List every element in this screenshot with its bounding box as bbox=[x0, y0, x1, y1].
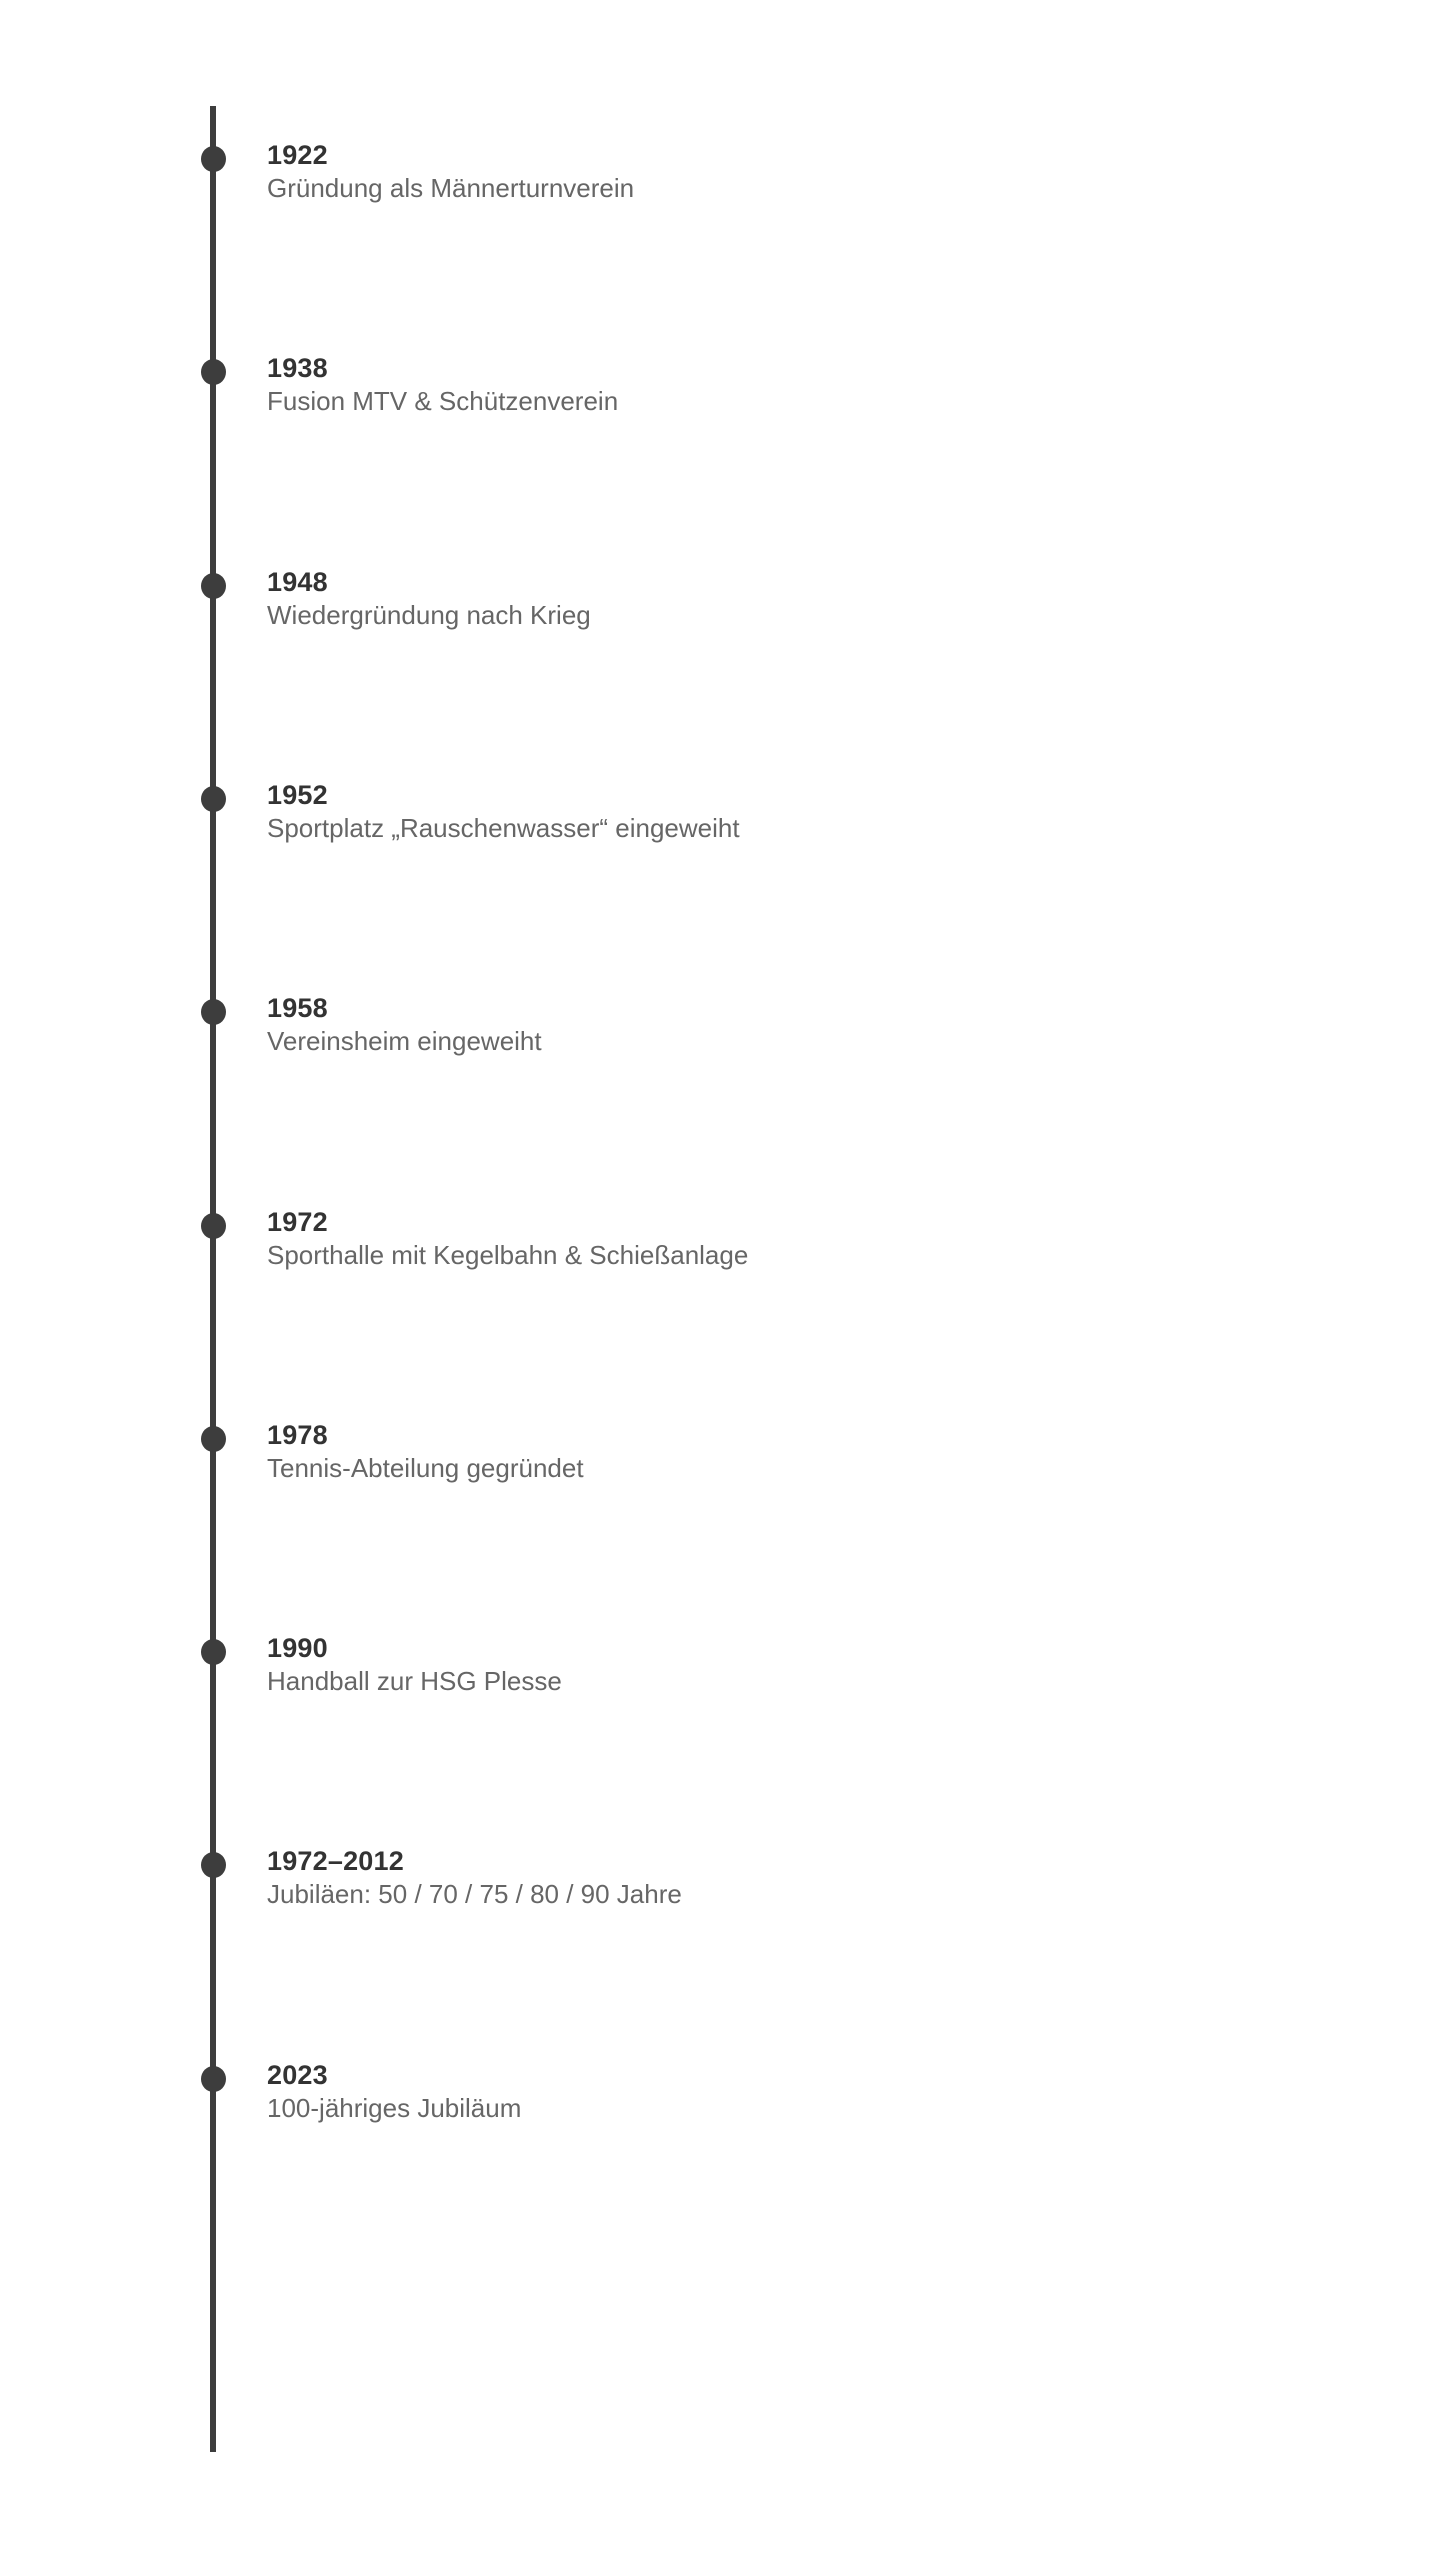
milestone-year: 1958 bbox=[267, 993, 328, 1024]
milestone-content bbox=[267, 1206, 748, 1270]
milestone-content bbox=[267, 779, 740, 843]
milestone-year: 1972 bbox=[267, 1206, 328, 1237]
milestone-description: Jubiläen: 50 / 70 / 75 / 80 / 90 Jahre bbox=[267, 1879, 682, 1910]
timeline-dot-icon bbox=[201, 999, 226, 1025]
timeline-dot-icon bbox=[201, 1639, 226, 1665]
milestone-content bbox=[267, 1419, 584, 1483]
milestone-content bbox=[267, 1632, 562, 1696]
milestone-content bbox=[267, 992, 542, 1056]
milestone-year: 1978 bbox=[267, 1419, 328, 1450]
timeline-dot-icon bbox=[201, 146, 226, 172]
timeline-dot-icon bbox=[201, 359, 226, 385]
milestone-description: Fusion MTV & Schützenverein bbox=[267, 386, 619, 417]
milestone-year: 2023 bbox=[267, 2059, 328, 2090]
milestone-description: Gründung als Männerturnverein bbox=[267, 173, 635, 203]
milestone-description: Sportplatz „Rauschenwasser“ eingeweiht bbox=[267, 812, 740, 843]
milestone-year: 1952 bbox=[267, 779, 328, 810]
timeline-dot-icon bbox=[201, 1852, 226, 1878]
timeline-dot-icon bbox=[201, 786, 226, 812]
milestone-year: 1990 bbox=[267, 1633, 328, 1664]
milestone-description: Tennis-Abteilung gegründet bbox=[267, 1452, 584, 1483]
milestone-year: 1948 bbox=[267, 566, 328, 597]
timeline-line bbox=[210, 106, 216, 2452]
milestone-content bbox=[267, 352, 618, 416]
milestone-description: Handball zur HSG Plesse bbox=[267, 1666, 562, 1697]
milestone-description: Wiedergründung nach Krieg bbox=[267, 599, 591, 630]
milestone-content bbox=[267, 1845, 682, 1909]
milestone-description: Vereinsheim eingeweiht bbox=[267, 1026, 542, 1057]
milestone-year: 1972–2012 bbox=[267, 1846, 404, 1877]
milestone-year: 1922 bbox=[267, 140, 328, 170]
milestone-content bbox=[267, 139, 634, 203]
timeline-dot-icon bbox=[201, 1213, 226, 1239]
milestone-year: 1938 bbox=[267, 353, 328, 384]
milestone-description: 100-jähriges Jubiläum bbox=[267, 2092, 522, 2123]
milestone-content bbox=[267, 566, 591, 630]
timeline-dot-icon bbox=[201, 2066, 226, 2092]
milestone-content bbox=[267, 2059, 521, 2123]
milestone-description: Sporthalle mit Kegelbahn & Schießanlage bbox=[267, 1239, 749, 1270]
timeline-dot-icon bbox=[201, 573, 226, 599]
timeline-dot-icon bbox=[201, 1426, 226, 1452]
